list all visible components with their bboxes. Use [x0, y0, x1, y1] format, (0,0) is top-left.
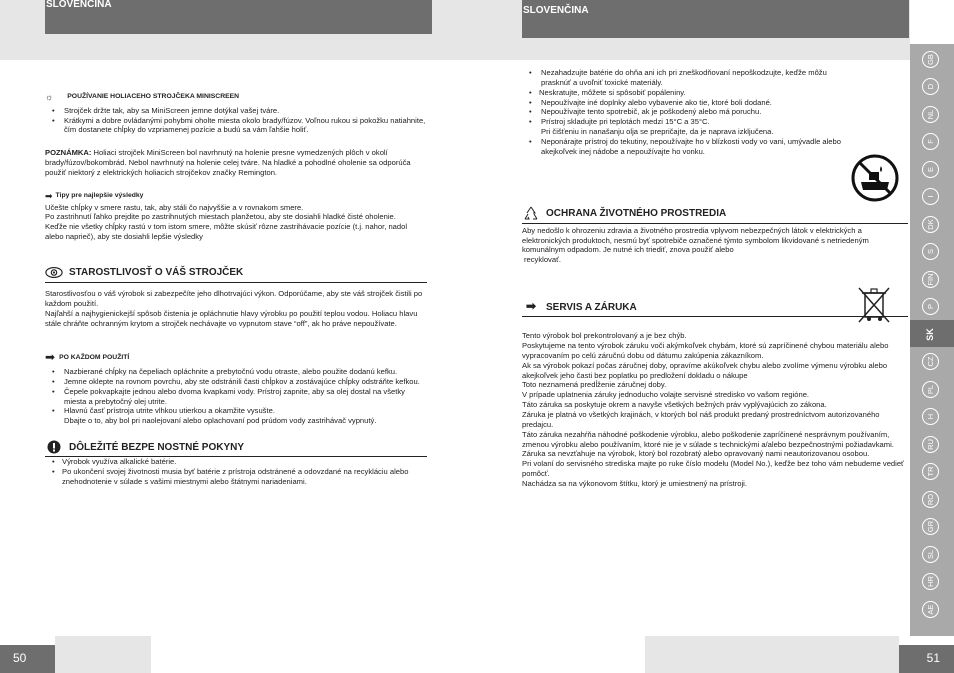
language-tab-fin[interactable] [915, 266, 945, 292]
header-language-right: SLOVENČINA [523, 5, 589, 16]
language-tab-label: SK [924, 327, 935, 341]
language-tab-label: AE [922, 601, 939, 618]
environment-title: OCHRANA ŽIVOTNÉHO PROSTREDIA [546, 208, 727, 220]
service-text [522, 331, 908, 489]
recycle-icon [522, 207, 540, 221]
language-tab-pl[interactable] [915, 376, 945, 402]
care-text: Starostlivosťou o váš výrobok si zabezpečíte jeho dlhotrvajúci výkon. Odporúčame, aby ste váš strojček čistili po každom použití. [45, 288, 423, 308]
note-label: POZNÁMKA: [45, 148, 92, 158]
environment-heading [522, 207, 908, 224]
environment-text-2: recyklovať. [524, 255, 562, 265]
language-tab-label: F [922, 133, 939, 150]
list-item: • Neponárajte prístroj do tekutiny, nepoužívajte ho v blízkosti vody vo vani, umývadle alebo akejkoľvek inej nádobe a nepoužívajte ho vonku. [522, 137, 852, 157]
care-heading [45, 266, 427, 283]
language-tab-gb[interactable] [915, 46, 945, 72]
language-tab-label: TR [922, 463, 939, 480]
list-item: • Prístroj skladujte pri teplotách medzi 15°C a 35°C. [522, 117, 852, 127]
language-tab-strip [910, 44, 954, 636]
list-item: • Nezahadzujte batérie do ohňa ani ich pri zneškodňovaní nepoškodzujte, keďže môžu prasknúť a uvoľniť toxické materiály. [522, 68, 852, 88]
service-title: SERVIS A ZÁRUKA [546, 301, 637, 313]
using-heading [45, 92, 427, 104]
page-number-right [899, 645, 954, 673]
eye-icon [45, 266, 63, 280]
list-item: • Čepele pokvapkajte jednou alebo dvoma kvapkami vody. Prístroj zapnite, aby sa olej dostal na všetky miesta a prebytočný olej utrite. [45, 387, 427, 407]
service-heading [522, 300, 908, 317]
no-water-icon [851, 154, 899, 202]
language-tab-label: D [922, 78, 939, 95]
after-title: PO KAŽDOM POUŽITÍ [59, 353, 130, 361]
language-tab-label: FIN [922, 271, 939, 288]
service-line: Ak sa výrobok pokazí počas záručnej doby, opravíme akúkoľvek chybu alebo zvolíme výmenu výrobku alebo akejkoľvek jeho časti bez poplatku po predložení dokladu o nákupe [522, 360, 888, 380]
left-column [45, 92, 427, 487]
care-title: STAROSTLIVOSŤ O VÁŠ STROJČEK [69, 267, 244, 279]
footer-band-left [55, 636, 151, 673]
arrow-right-icon: ➡ [45, 350, 56, 365]
safety-list [45, 457, 427, 487]
safety-title: DÔLEŽITÉ BEZPE NOSTNÉ POKYNY [69, 441, 245, 453]
tips-line: Učešte chĺpky v smere rastu, tak, aby stáli čo najvyššie a v rovnakom smere. [45, 202, 304, 212]
page-header-left [45, 0, 432, 34]
warning-icon [45, 440, 63, 454]
arrow-right-icon: ➡ [525, 299, 537, 314]
service-line: Pri volaní do servisného strediska majte po ruke číslo modelu (Model No.), keďže bez toho vám nebudeme vedieť pomôcť. [522, 459, 904, 479]
tips-line: Keďže nie všetky chĺpky rastú v tom istom smere, môžte skúsiť rôzne zastrihávacie pozície (t.j. nahor, nadol alebo naprieč), aby ste dosiahli lepšie výsledky [45, 222, 408, 242]
header-language-left: SLOVENČINA [46, 0, 112, 10]
language-tab-label: PL [922, 381, 939, 398]
service-line: Záruka je platná vo všetkých krajinách, v ktorých bol náš produkt predaný prostredníctvom autorizovaného predajcu. [522, 410, 880, 429]
service-line: Tento výrobok bol prekontrolovaný a je bez chýb. [522, 331, 687, 341]
language-tab-label: H [922, 408, 939, 425]
list-item: • Jemne oklepte na rovnom povrchu, aby ste odstránili časti chĺpkov a zostávajúce chĺpky odstráňte kefkou. [45, 377, 427, 387]
language-tab-label: NL [922, 106, 939, 123]
language-tab-ro[interactable] [915, 486, 945, 512]
arrow-right-icon: ➡ [45, 190, 53, 201]
care-text-2: Najľahší a najhygienickejší spôsob čistenia je opláchnutie hlavy výrobku po použití teplou vodou. Holiacu hlavu stále chráňte ochranným krytom a strojček nechávajte vo vypnutom stave “off”, ak ho práve nepoužívate. [45, 308, 418, 328]
language-tab-sk[interactable] [915, 321, 945, 347]
language-tab-e[interactable] [915, 156, 945, 182]
list-item: • Nazbierané chĺpky na čepeliach opláchnite a prebytočnú vodu otraste, alebo použite dodanú kefku. [45, 367, 427, 377]
safety-extra: Pri čišťeniu in nanašanju olja se prepričajte, da je naprava izključena. [541, 127, 774, 137]
language-tab-ru[interactable] [915, 431, 945, 457]
language-tab-label: E [922, 161, 939, 178]
service-line: V prípade uplatnenia záruky jednoducho volajte servisné stredisko vo vašom regióne. [522, 390, 810, 400]
language-tab-p[interactable] [915, 294, 945, 320]
service-line: Toto neznamená predĺženie záručnej doby. [522, 380, 667, 390]
list-item: • Krátkymi a dobre ovládanými pohybmi oholte miesta okolo brady/fúzov. Voľnou rukou si pokožku natiahnite, čím dostanete chĺpky do vzpriamenej pozície a budú sa vám ľahšie holiť. [45, 116, 427, 136]
list-item: • Hlavnú časť prístroja utrite vlhkou utierkou a okamžite vysušte. [45, 406, 427, 416]
language-tab-label: HR [922, 573, 939, 590]
language-tab-label: GB [922, 51, 939, 68]
language-tab-sl[interactable] [915, 541, 945, 567]
list-item: • Neskratujte, môžete si spôsobiť popáleniny. [522, 88, 852, 98]
weee-bin-icon [856, 285, 892, 325]
service-line: Nachádza sa na výkonovom štítku, ktorý je umiestnený na prístroji. [522, 479, 747, 489]
page-number-left [0, 645, 55, 673]
list-item: • Nepoužívajte iné doplnky alebo vybavenie ako tie, ktoré boli dodané. [522, 98, 852, 108]
note-paragraph [45, 148, 427, 178]
service-line: Poskytujeme na tento výrobok záruku voči akýmkoľvek chybám, ktoré sú zapríčinené chybou materiálu alebo vypracovaním po celú záručnú dobu od dátumu zakúpenia zákazníkom. [522, 341, 889, 360]
right-column [522, 68, 908, 489]
language-tab-ae[interactable] [915, 596, 945, 622]
safety-list-continued [522, 68, 852, 127]
language-tab-label: DK [922, 216, 939, 233]
language-tab-s[interactable] [915, 239, 945, 265]
after-heading [45, 350, 427, 366]
tips-title: Tipy pre najlepšie výsledky [55, 192, 144, 200]
language-tab-dk[interactable] [915, 211, 945, 237]
list-item: • Po ukončení svojej životnosti musia byť batérie z prístroja odstránené a odovzdané na recykláciu alebo znehodnotenie v súlade s vašimi miestnymi alebo štátnymi nariadeniami. [45, 467, 427, 487]
language-tab-label: GR [922, 518, 939, 535]
language-tab-label: P [922, 298, 939, 315]
tips-heading [45, 191, 427, 203]
footer-band-right [645, 636, 899, 673]
using-title: POUŽÍVANIE HOLIACEHO STROJČEKA MINISCREEN [67, 93, 240, 101]
language-tab-gr[interactable] [915, 514, 945, 540]
service-line: Záruka sa nevzťahuje na výrobok, ktorý bol rozobratý alebo opravovaný nami neautorizovanou osobou. [522, 449, 870, 459]
language-tab-hr[interactable] [915, 569, 945, 595]
note-text: Holiaci strojček MiniScreen bol navrhnutý na holenie presne vymedzených plôch v okolí brady/fúzov/bokombrád. Nebol navrhnutý na holenie celej tváre. Na hladké a pohodlné oholenie sa odporúča použiť niektorý z elektrických holiacich strojčekov značky Remington. [45, 148, 411, 177]
language-tab-label: I [922, 188, 939, 205]
tips-line: Po zastrihnutí ľahko prejdite po zastrihnutých miestach planžetou, aby ste dosiahli hladké čisté oholenie. [45, 212, 396, 222]
after-list [45, 367, 427, 416]
safety-heading [45, 440, 427, 457]
safety-list-last [522, 137, 852, 157]
page-number-right-text: 51 [926, 651, 940, 666]
list-item: • Výrobok využíva alkalické batérie. [45, 457, 427, 467]
language-tab-label: RU [922, 436, 939, 453]
language-tab-f[interactable] [915, 129, 945, 155]
language-tab-d[interactable] [915, 74, 945, 100]
language-tab-label: SL [922, 546, 939, 563]
service-line: Táto záruka nezahŕňa náhodné poškodenie výrobku, alebo poškodenie zapríčinené nesprávnym používaním, zmenou výrobku alebo používaním, ktoré nie je v súlade s technickými a/alebo bezpečnostnými požiadavkami. [522, 429, 894, 449]
language-tab-cz[interactable] [915, 349, 945, 375]
language-tab-label: RO [922, 491, 939, 508]
page-header-right [522, 0, 909, 38]
language-tab-nl[interactable] [915, 101, 945, 127]
page-number-left-text: 50 [13, 651, 27, 666]
sun-icon: ☼ [45, 92, 54, 102]
environment-text: Aby nedošlo k ohrozeniu zdravia a životného prostredia vplyvom nebezpečných látok v elektrických a elektronických produktoch, nesmú byť spotrebiče označené týmto symbolom likvidované s netriedeným komunálnym odpadom. Je nutné ich triediť, znova použiť alebo [522, 225, 869, 255]
list-item: • Nepoužívajte tento spotrebič, ak je poškodený alebo má poruchu. [522, 107, 852, 117]
using-list [45, 106, 427, 136]
after-extra: Dbajte o to, aby bol pri naolejovaní alebo oplachovaní pod prúdom vody zastrihávač vypnutý. [64, 416, 377, 426]
language-tab-h[interactable] [915, 404, 945, 430]
list-item: • Strojček držte tak, aby sa MiniScreen jemne dotýkal vašej tváre. [45, 106, 427, 116]
language-tab-i[interactable] [915, 184, 945, 210]
language-tab-tr[interactable] [915, 459, 945, 485]
language-tab-label: S [922, 243, 939, 260]
language-tab-label: CZ [922, 353, 939, 370]
service-line: Táto záruka sa poskytuje okrem a navyše všetkých bežných práv vyplývajúcich zo zákona. [522, 400, 827, 410]
